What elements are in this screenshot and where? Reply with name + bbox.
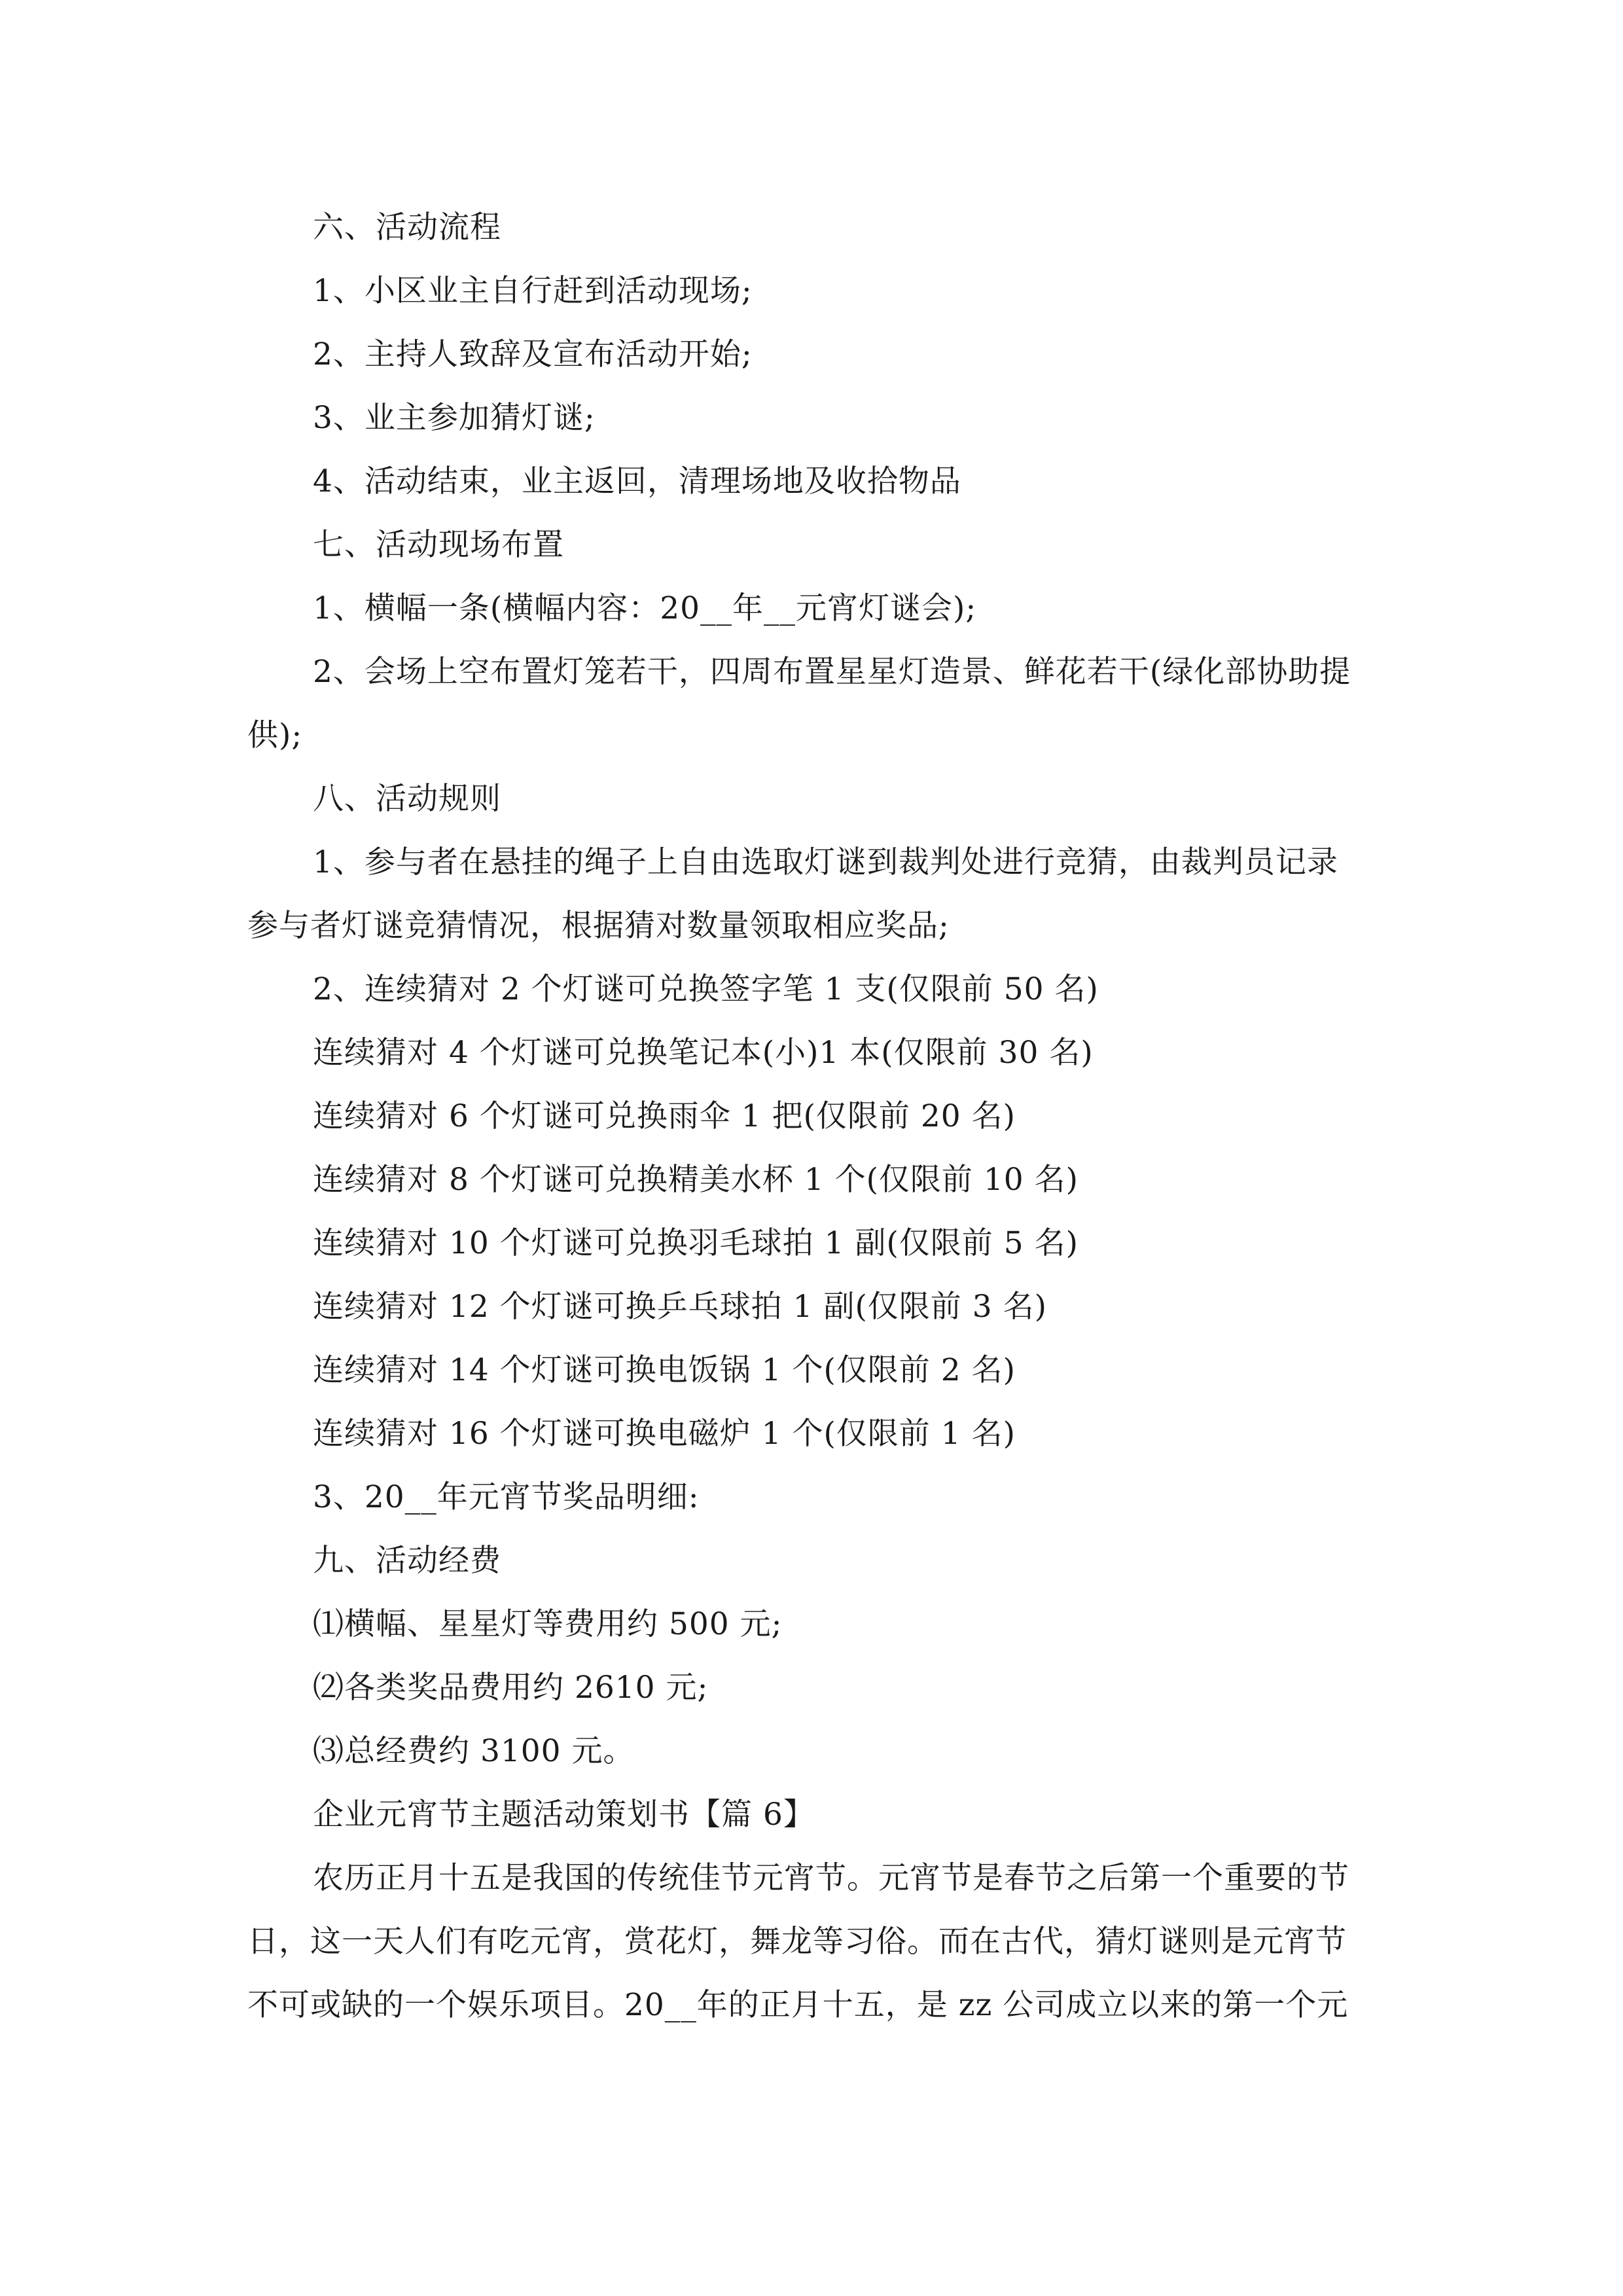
list-item: 1、小区业主自行赶到活动现场; (313, 273, 753, 309)
list-item: 3、业主参加猜灯谜; (313, 400, 596, 436)
section8-heading: 八、活动规则 (313, 781, 501, 817)
prize-line: 2、连续猜对 2 个灯谜可兑换签字笔 1 支(仅限前 50 名) (313, 971, 1099, 1007)
list-item: 1、参与者在悬挂的绳子上自由选取灯谜到裁判处进行竞猜，由裁判员记录 (313, 844, 1338, 880)
list-item: 1、横幅一条(横幅内容：20__年__元宵灯谜会); (313, 590, 977, 626)
prize-line: 连续猜对 6 个灯谜可兑换雨伞 1 把(仅限前 20 名) (313, 1098, 1016, 1134)
list-item: 4、活动结束，业主返回，清理场地及收拾物品 (313, 463, 961, 499)
list-item: ⑶总经费约 3100 元。 (313, 1733, 635, 1769)
paragraph-line: 日，这一天人们有吃元宵，赏花灯，舞龙等习俗。而在古代，猜灯谜则是元宵节 (247, 1924, 1347, 1960)
article-title: 企业元宵节主题活动策划书【篇 6】 (313, 1797, 815, 1833)
list-item: ⑵各类奖品费用约 2610 元; (313, 1670, 709, 1706)
paragraph-line: 不可或缺的一个娱乐项目。20__年的正月十五，是 zz 公司成立以来的第一个元 (247, 1987, 1349, 2023)
list-item-continuation: 参与者灯谜竞猜情况，根据猜对数量领取相应奖品; (247, 908, 950, 944)
list-item: ⑴横幅、星星灯等费用约 500 元; (313, 1606, 783, 1642)
list-item: 2、会场上空布置灯笼若干，四周布置星星灯造景、鲜花若干(绿化部协助提 (313, 654, 1351, 690)
section7-heading: 七、活动现场布置 (313, 527, 564, 563)
prize-line: 连续猜对 14 个灯谜可换电饭锅 1 个(仅限前 2 名) (313, 1352, 1016, 1388)
prize-line: 连续猜对 4 个灯谜可兑换笔记本(小)1 本(仅限前 30 名) (313, 1035, 1094, 1071)
paragraph-line: 农历正月十五是我国的传统佳节元宵节。元宵节是春节之后第一个重要的节 (313, 1860, 1349, 1896)
prize-line: 连续猜对 16 个灯谜可换电磁炉 1 个(仅限前 1 名) (313, 1416, 1016, 1452)
list-item: 3、20__年元宵节奖品明细: (313, 1479, 700, 1515)
prize-line: 连续猜对 12 个灯谜可换乒乓球拍 1 副(仅限前 3 名) (313, 1289, 1047, 1325)
section9-heading: 九、活动经费 (313, 1543, 501, 1579)
prize-line: 连续猜对 10 个灯谜可兑换羽毛球拍 1 副(仅限前 5 名) (313, 1225, 1079, 1261)
prize-line: 连续猜对 8 个灯谜可兑换精美水杯 1 个(仅限前 10 名) (313, 1162, 1079, 1198)
list-item-continuation: 供); (247, 717, 303, 753)
section6-heading: 六、活动流程 (313, 209, 501, 245)
list-item: 2、主持人致辞及宣布活动开始; (313, 336, 753, 372)
